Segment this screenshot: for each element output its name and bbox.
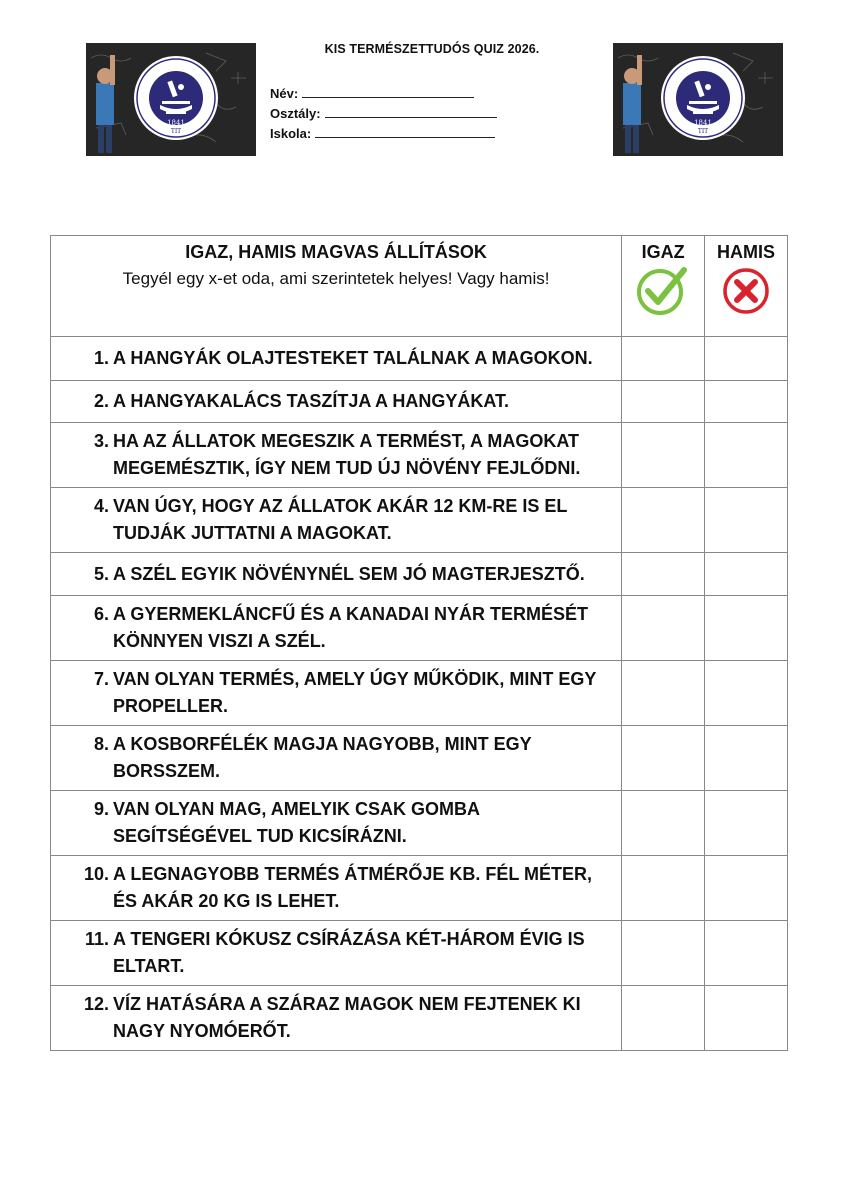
- true-answer-cell[interactable]: [622, 596, 705, 661]
- true-answer-cell[interactable]: [622, 986, 705, 1051]
- statement-text: A HANGYAKALÁCS TASZÍTJA A HANGYÁKAT.: [113, 391, 510, 411]
- student-info-fields: [270, 84, 497, 144]
- statement-text: VAN OLYAN MAG, AMELYIK CSAK GOMBA SEGÍTSÉGÉVEL TUD KICSÍRÁZNI.: [113, 799, 480, 846]
- true-answer-cell[interactable]: [622, 726, 705, 791]
- table-row: 3. HA AZ ÁLLATOK MEGESZIK A TERMÉST, A MAGOKAT MEGEMÉSZTIK, ÍGY NEM TUD ÚJ NÖVÉNY FEJLŐDNI.: [51, 423, 788, 488]
- false-answer-cell[interactable]: [705, 337, 788, 381]
- true-answer-cell[interactable]: [622, 423, 705, 488]
- statement-text: VAN ÚGY, HOGY AZ ÁLLATOK AKÁR 12 KM-RE IS EL TUDJÁK JUTTATNI A MAGOKAT.: [113, 496, 568, 543]
- false-answer-cell[interactable]: [705, 921, 788, 986]
- true-answer-cell[interactable]: [622, 553, 705, 596]
- statement-text: A LEGNAGYOBB TERMÉS ÁTMÉRŐJE KB. FÉL MÉTER, ÉS AKÁR 20 KG IS LEHET.: [113, 864, 593, 911]
- table-instruction: Tegyél egy x-et oda, ami szerintetek helyes! Vagy hamis!: [122, 269, 550, 288]
- true-answer-cell[interactable]: [622, 791, 705, 856]
- statement-text: A KOSBORFÉLÉK MAGJA NAGYOBB, MINT EGY BORSSZEM.: [113, 734, 532, 781]
- false-answer-cell[interactable]: [705, 488, 788, 553]
- school-field[interactable]: Iskola:: [270, 124, 497, 144]
- statement-text: HA AZ ÁLLATOK MEGESZIK A TERMÉST, A MAGOKAT MEGEMÉSZTIK, ÍGY NEM TUD ÚJ NÖVÉNY FEJLŐDNI.: [113, 431, 581, 478]
- table-row: 2. A HANGYAKALÁCS TASZÍTJA A HANGYÁKAT.: [51, 381, 788, 423]
- true-answer-cell[interactable]: [622, 856, 705, 921]
- statement-text: A GYERMEKLÁNCFŰ ÉS A KANADAI NYÁR TERMÉSÉT KÖNNYEN VISZI A SZÉL.: [113, 604, 589, 651]
- false-answer-cell[interactable]: [705, 986, 788, 1051]
- society-logo-right: [613, 43, 783, 156]
- svg-text:TIT: TIT: [697, 128, 709, 135]
- table-row: 7. VAN OLYAN TERMÉS, AMELY ÚGY MŰKÖDIK, MINT EGY PROPELLER.: [51, 661, 788, 726]
- society-logo-left: [86, 43, 256, 156]
- table-row: 12. VÍZ HATÁSÁRA A SZÁRAZ MAGOK NEM FEJTENEK KI NAGY NYOMÓERŐT.: [51, 986, 788, 1051]
- true-answer-cell[interactable]: [622, 921, 705, 986]
- table-row: 8. A KOSBORFÉLÉK MAGJA NAGYOBB, MINT EGY BORSSZEM.: [51, 726, 788, 791]
- table-row: 6. A GYERMEKLÁNCFŰ ÉS A KANADAI NYÁR TERMÉSÉT KÖNNYEN VISZI A SZÉL.: [51, 596, 788, 661]
- false-answer-cell[interactable]: [705, 661, 788, 726]
- true-answer-cell[interactable]: [622, 381, 705, 423]
- green-check-circle-icon: [622, 265, 704, 322]
- true-answer-cell[interactable]: [622, 488, 705, 553]
- name-field[interactable]: Név:: [270, 84, 497, 104]
- table-row: 1. A HANGYÁK OLAJTESTEKET TALÁLNAK A MAGOKON.: [51, 337, 788, 381]
- quiz-title: KIS TERMÉSZETTUDÓS QUIZ 2026.: [324, 42, 540, 56]
- false-answer-cell[interactable]: [705, 596, 788, 661]
- svg-text:TIT: TIT: [170, 128, 182, 135]
- true-column-header: IGAZ: [622, 236, 705, 337]
- false-answer-cell[interactable]: [705, 553, 788, 596]
- true-false-table: [50, 235, 788, 1051]
- false-column-header: HAMIS: [705, 236, 788, 337]
- statement-text: VÍZ HATÁSÁRA A SZÁRAZ MAGOK NEM FEJTENEK KI NAGY NYOMÓERŐT.: [113, 994, 581, 1041]
- false-answer-cell[interactable]: [705, 856, 788, 921]
- false-answer-cell[interactable]: [705, 791, 788, 856]
- red-x-circle-icon: [705, 265, 787, 322]
- false-answer-cell[interactable]: [705, 381, 788, 423]
- table-heading-cell: [51, 236, 622, 337]
- table-row: 9. VAN OLYAN MAG, AMELYIK CSAK GOMBA SEGÍTSÉGÉVEL TUD KICSÍRÁZNI.: [51, 791, 788, 856]
- svg-text:1841: 1841: [694, 119, 712, 127]
- statement-text: A HANGYÁK OLAJTESTEKET TALÁLNAK A MAGOKON.: [113, 348, 593, 368]
- true-answer-cell[interactable]: [622, 337, 705, 381]
- table-row: 10. A LEGNAGYOBB TERMÉS ÁTMÉRŐJE KB. FÉL MÉTER, ÉS AKÁR 20 KG IS LEHET.: [51, 856, 788, 921]
- table-heading: IGAZ, HAMIS MAGVAS ÁLLÍTÁSOK: [185, 242, 487, 262]
- false-answer-cell[interactable]: [705, 726, 788, 791]
- statement-text: A TENGERI KÓKUSZ CSÍRÁZÁSA KÉT-HÁROM ÉVIG IS ELTART.: [113, 929, 585, 976]
- false-answer-cell[interactable]: [705, 423, 788, 488]
- class-field[interactable]: Osztály:: [270, 104, 497, 124]
- table-row: 5. A SZÉL EGYIK NÖVÉNYNÉL SEM JÓ MAGTERJESZTŐ.: [51, 553, 788, 596]
- statement-text: A SZÉL EGYIK NÖVÉNYNÉL SEM JÓ MAGTERJESZTŐ.: [113, 563, 585, 584]
- table-header-row: [51, 236, 788, 337]
- statement-text: VAN OLYAN TERMÉS, AMELY ÚGY MŰKÖDIK, MINT EGY PROPELLER.: [113, 669, 597, 716]
- table-row: 4. VAN ÚGY, HOGY AZ ÁLLATOK AKÁR 12 KM-RE IS EL TUDJÁK JUTTATNI A MAGOKAT.: [51, 488, 788, 553]
- true-answer-cell[interactable]: [622, 661, 705, 726]
- svg-text:1841: 1841: [167, 119, 185, 127]
- table-row: 11. A TENGERI KÓKUSZ CSÍRÁZÁSA KÉT-HÁROM ÉVIG IS ELTART.: [51, 921, 788, 986]
